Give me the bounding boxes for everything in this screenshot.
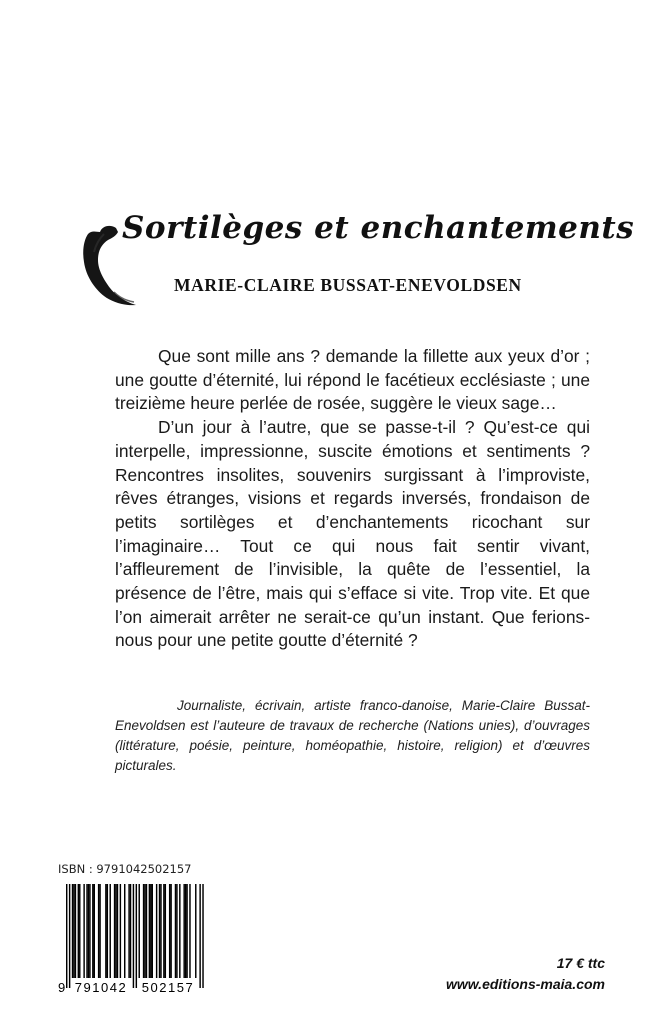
barcode-bar [98,884,99,978]
barcode-bar [156,884,157,978]
author-bio: Journaliste, écrivain, artiste franco-danoise, Marie-Claire Bussat-Enevoldsen est l’auteure de travaux de recherche (Nations unies), d’ouvrages (littérature, poésie, peinture, homéopathie, histoire, religion) et d’œuvres picturales. [115,698,590,773]
barcode-bar [73,884,74,978]
barcode-bar [152,884,153,978]
barcode-bar [143,884,144,978]
barcode-digit-group-right: 502157 [141,980,195,994]
barcode-bar [163,884,164,978]
barcode-bar [179,884,180,978]
barcode-bar [185,884,186,978]
barcode-bar [150,884,151,978]
blurb-paragraph: Que sont mille ans ? demande la fillette aux yeux d’or ; une goutte d’éternité, lui répond le facétieux ecclésiaste ; une treizième heure perlée de rosée, suggère le vieux sage… [115,346,590,414]
barcode-bar [139,884,140,978]
barcode-digit-group-left: 791042 [74,980,128,994]
barcode-digit-prefix: 9 [58,980,66,994]
price: 17 € ttc [556,955,605,971]
barcode-bar [199,884,200,988]
barcode-bar [133,884,134,988]
barcode-bar [107,884,108,978]
barcode-bar [189,884,190,978]
barcode-bar [176,884,177,978]
barcode-bar [186,884,187,978]
barcode-bar [89,884,90,978]
barcode-bar [165,884,166,978]
barcode-bar [160,884,161,978]
barcode-bar [183,884,184,978]
blurb-paragraph: D’un jour à l’autre, que se passe-t-il ? Qu’est-ce qui interpelle, impressionne, suscite émotions et sentiments ? Rencontres insolites, souvenirs surgissant à l’improviste, rêves étranges, visions et regards inversés, frondaison de petits sortilèges et d’enchantements ricochant sur l’imaginaire… Tout ce qui nous fait sentir vivant, l’affleurement de l’invisible, la quête de l’essentiel, la présence de l’être, mais qui s’efface si vite. Trop vite. Et que l’on aimerait arrêter ne serait-ce qu’un instant. Que ferions-nous pour une petite goutte d’éternité ? [115,417,590,651]
barcode-bar [83,884,84,978]
barcode-bar [75,884,76,978]
barcode-bar [72,884,73,978]
barcode [56,882,208,994]
barcode-bar [195,884,196,978]
barcode-bar [115,884,116,978]
barcode-bar [86,884,87,978]
barcode-bar [94,884,95,978]
barcode-bar [149,884,150,978]
barcode-bar [169,884,170,978]
barcode-bar [92,884,93,978]
barcode-bar [78,884,79,978]
barcode-bar [170,884,171,978]
barcode-bar [105,884,106,978]
barcode-bar [175,884,176,978]
barcode-bar [136,884,137,988]
barcode-bar [128,884,129,978]
barcode-bar [69,884,70,988]
barcode-bar [120,884,121,978]
author-name: MARIE-CLAIRE BUSSAT-ENEVOLDSEN [174,275,522,295]
barcode-bar [114,884,115,978]
back-cover-blurb [115,345,590,653]
isbn-label: ISBN : 9791042502157 [58,862,192,876]
barcode-bar [159,884,160,978]
barcode-bar [99,884,100,978]
book-title: Sortilèges et enchantements [122,210,635,246]
barcode-bar [88,884,89,978]
barcode-bar [130,884,131,978]
publisher-website[interactable]: www.editions-maia.com [446,976,605,992]
barcode-bar [66,884,67,988]
barcode-bar [202,884,203,988]
barcode-bar [117,884,118,978]
barcode-bar [124,884,125,978]
barcode-bar [110,884,111,978]
barcode-bar [146,884,147,978]
barcode-bar [79,884,80,978]
barcode-bar [144,884,145,978]
